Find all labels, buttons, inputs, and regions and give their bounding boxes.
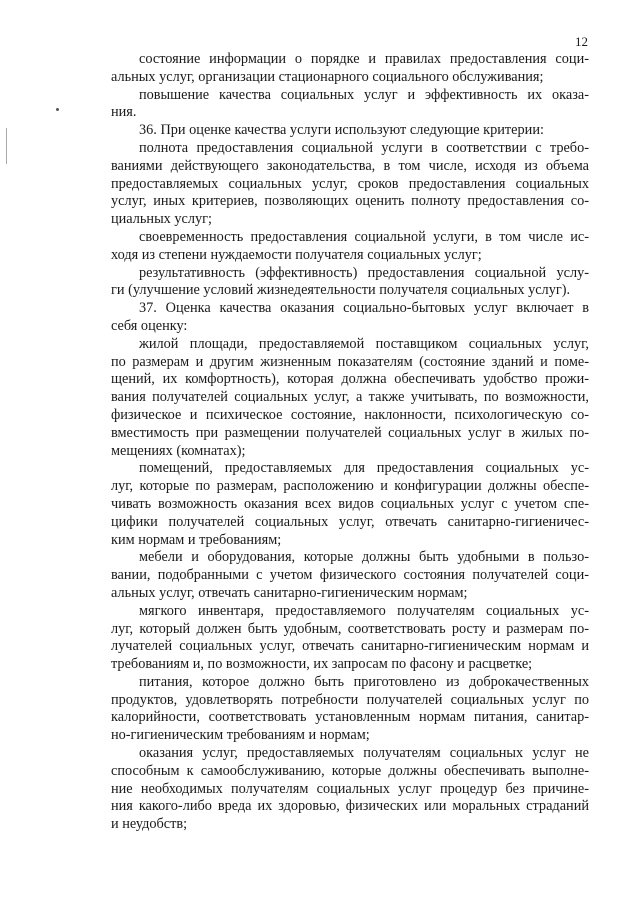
text-line: вании, подобранными с учетом физического состояния получателей соци-: [111, 567, 589, 584]
text-line: физическое и психическое состояние, наклонности, психологическую со-: [111, 406, 589, 423]
text-line: повышение качества социальных услуг и эффективность их оказа-: [139, 86, 589, 103]
text-line: состояние информации о порядке и правилах предоставления соци-: [139, 51, 589, 67]
text-line: 36. При оценке качества услуги используют следующие критерии:: [139, 122, 544, 139]
text-line: луг, которые по размерам, расположению и конфигурации должны обеспе-: [111, 478, 589, 495]
text-line: ким нормам и требованиям;: [111, 531, 282, 548]
text-line: цифики получателей социальных услуг, отвечать санитарно-гигиеничес-: [111, 513, 589, 530]
text-line: услуг, иных критериев, позволяющих оценить полноту предоставления со-: [111, 193, 589, 210]
text-line: но-гигиеническим требованиям и нормам;: [111, 727, 370, 744]
text-line: ние необходимых получателям социальных услуг процедур без причине-: [111, 780, 589, 797]
text-line: способным к самообслуживанию, которые должны обеспечивать выполне-: [111, 762, 589, 779]
text-line: вместимость при размещении получателей социальных услуг в жилых по-: [111, 424, 589, 441]
scan-edge-line: [6, 128, 7, 164]
text-line: циальных услуг;: [111, 211, 213, 228]
text-line: чивать возможность оказания всех видов социальных услуг с учетом спе-: [111, 495, 589, 512]
text-line: ния какого-либо вреда их здоровью, физических или моральных страданий: [111, 798, 589, 815]
text-line: 37. Оценка качества оказания социально-бытовых услуг включает в: [139, 300, 589, 317]
text-line: продуктов, удовлетворять потребности получателей социальных услуг по: [111, 691, 589, 708]
text-line: по размерам и другим жизненным показателям (состояние зданий и поме-: [111, 353, 589, 370]
text-line: результативность (эффективность) предоставления социальной услу-: [139, 264, 589, 281]
page-number: 12: [575, 34, 588, 49]
text-line: лучателей социальных услуг, отвечать санитарно-гигиеническим нормам и: [111, 638, 589, 655]
text-line: оказания услуг, предоставляемых получателям социальных услуг не: [139, 745, 589, 762]
text-line: альных услуг, отвечать санитарно-гигиеническим нормам;: [111, 584, 468, 601]
text-line: предоставляемых социальных услуг, сроков предоставления социальных: [111, 175, 589, 192]
text-line: ния.: [111, 104, 137, 121]
document-text: [111, 51, 589, 834]
text-line: мещениях (комнатах);: [111, 442, 246, 459]
text-line: себя оценку:: [111, 317, 188, 334]
text-line: мебели и оборудования, которые должны быть удобными в пользо-: [139, 549, 589, 566]
text-line: питания, которое должно быть приготовлено из доброкачественных: [139, 673, 589, 690]
text-line: луг, который должен быть удобным, соответствовать росту и размерам по-: [111, 620, 589, 637]
text-line: ваниями действующего законодательства, в том числе, исходя из объема: [111, 157, 589, 174]
text-line: ги (улучшение условий жизнедеятельности получателя социальных услуг).: [111, 282, 571, 299]
text-line: требованиям и, по возможности, их запросам по фасону и расцветке;: [111, 656, 533, 673]
text-line: калорийности, соответствовать установленным нормам питания, санитар-: [111, 709, 589, 726]
text-line: жилой площади, предоставляемой поставщиком социальных услуг,: [139, 335, 589, 352]
text-line: мягкого инвентаря, предоставляемого получателям социальных ус-: [139, 602, 589, 619]
text-line: щений, их комфортность), которая должна обеспечивать удобство прожи-: [111, 371, 589, 388]
text-line: альных услуг, организации стационарного социального обслуживания;: [111, 68, 544, 85]
text-line: своевременность предоставления социальной услуги, в том числе ис-: [139, 228, 589, 245]
text-line: и неудобств;: [111, 816, 188, 833]
text-line: помещений, предоставляемых для предоставления социальных ус-: [139, 460, 589, 477]
scan-mark: [56, 108, 59, 111]
text-line: вания получателей социальных услуг, а также учитывать, по возможности,: [111, 389, 589, 406]
text-line: ходя из степени нуждаемости получателя социальных услуг;: [111, 246, 482, 263]
text-line: полнота предоставления социальной услуги в соответствии с требо-: [139, 139, 589, 156]
